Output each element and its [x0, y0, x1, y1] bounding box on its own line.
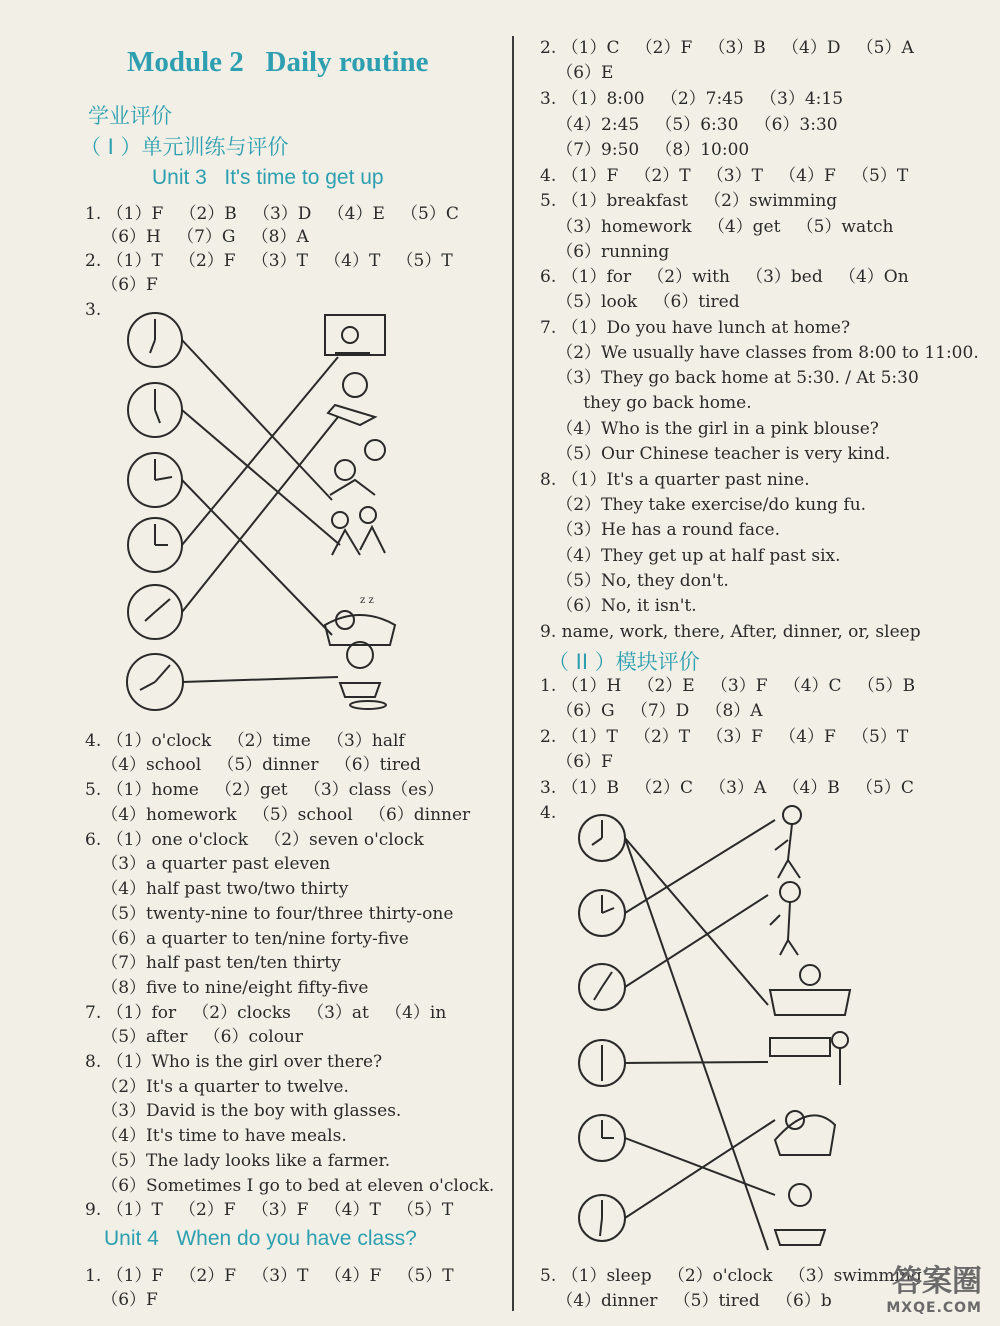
- answer-line: （6）F: [540, 752, 613, 772]
- answer-line: （5）The lady looks like a farmer.: [85, 1151, 391, 1171]
- clock-icon: [128, 313, 182, 367]
- answer-line: （2）They take exercise/do kung fu.: [540, 495, 867, 515]
- unit4-title: Unit 4 When do you have class?: [104, 1227, 417, 1250]
- child-in-bed-icon: [775, 1111, 835, 1155]
- children-playing-icon: [332, 507, 385, 555]
- answer-line: （6）a quarter to ten/nine forty-five: [85, 929, 409, 949]
- clock-icon: [579, 1195, 625, 1241]
- answer-line: 3. （1）8:00 （2）7:45 （3）4:15: [540, 89, 844, 109]
- answer-line: 6. （1）for （2）with （3）bed （4）On: [540, 267, 909, 287]
- module-title: Module 2 Daily routine: [127, 46, 429, 78]
- answer-line: （4）dinner （5）tired （6）b: [540, 1291, 832, 1311]
- clock-icon: [128, 518, 182, 572]
- answer-line: 8. （1）Who is the girl over there?: [85, 1052, 383, 1072]
- answer-line: （2）It's a quarter to twelve.: [85, 1077, 349, 1097]
- section-unit-training: （ I ）单元训练与评价: [80, 135, 289, 159]
- child-sleeping-icon: [325, 595, 395, 645]
- answer-line: （6）running: [540, 242, 670, 262]
- answer-line: （5）No, they don't.: [540, 571, 729, 591]
- answer-line: （6）H （7）G （8）A: [85, 227, 309, 247]
- answer-line: 3. （1）B （2）C （3）A （4）B （5）C: [540, 778, 914, 798]
- answer-line: （7）9:50 （8）10:00: [540, 140, 750, 160]
- answer-line: 7. （1）Do you have lunch at home?: [540, 318, 851, 338]
- answer-line: 2. （1）T （2）F （3）T （4）T （5）T: [85, 251, 453, 271]
- answer-line: 1. （1）F （2）B （3）D （4）E （5）C: [85, 204, 459, 224]
- answer-line: 6. （1）one o'clock （2）seven o'clock: [85, 830, 424, 850]
- answer-line: （8）five to nine/eight fifty-five: [85, 978, 369, 998]
- watermark-text: 答案圈: [892, 1264, 982, 1299]
- child-writing-icon: [328, 373, 375, 425]
- clock-icon: [579, 1040, 625, 1086]
- man-brushing-teeth-icon: [770, 882, 800, 955]
- answer-line: 2. （1）T （2）T （3）F （4）F （5）T: [540, 727, 909, 747]
- person-drawing-icon: [325, 315, 385, 355]
- answer-line: （4）half past two/two thirty: [85, 879, 349, 899]
- answer-line: （6）Sometimes I go to bed at eleven o'clock.: [85, 1176, 495, 1196]
- clock-icon: [579, 815, 625, 861]
- clock-icon: [579, 890, 625, 936]
- man-walking-icon: [775, 806, 801, 878]
- clock-icon: [127, 654, 183, 710]
- child-eating-icon: [340, 642, 386, 709]
- answer-line: （4）It's time to have meals.: [85, 1126, 347, 1146]
- answer-line: 9. name, work, there, After, dinner, or, sleep: [540, 622, 921, 642]
- column-divider: [512, 36, 514, 1311]
- answer-line: （4）homework （5）school （6）dinner: [85, 805, 471, 825]
- clock-icon: [579, 1115, 625, 1161]
- section-module-eval: （ II ）模块评价: [548, 650, 700, 674]
- answer-line: （6）No, it isn't.: [540, 596, 697, 616]
- answer-line: 4. （1）o'clock （2）time （3）half: [85, 731, 405, 751]
- section-assessment: 学业评价: [88, 104, 172, 128]
- clock-icon: [128, 585, 182, 639]
- answer-line: 8. （1）It's a quarter past nine.: [540, 470, 810, 490]
- answer-line: 1. （1）H （2）E （3）F （4）C （5）B: [540, 676, 916, 696]
- answer-line: 2. （1）C （2）F （3）B （4）D （5）A: [540, 38, 914, 58]
- matching-exercise-module: [570, 800, 870, 1260]
- watermark: [886, 1256, 982, 1316]
- watermark-url: MXQE.COM: [886, 1300, 982, 1316]
- clock-icon: [128, 453, 182, 507]
- answer-line: （2）We usually have classes from 8:00 to 11:00.: [540, 343, 979, 363]
- answer-line: 4.: [540, 803, 557, 823]
- answer-line: （5）look （6）tired: [540, 292, 740, 312]
- answer-line: （3）a quarter past eleven: [85, 854, 331, 874]
- clock-icon: [579, 964, 625, 1010]
- answer-line: （3）They go back home at 5:30. / At 5:30: [540, 368, 919, 388]
- girl-waking-icon: [770, 965, 850, 1015]
- clock-icon: [128, 383, 182, 437]
- answer-line: （4）school （5）dinner （6）tired: [85, 755, 421, 775]
- answer-line: （5）twenty-nine to four/three thirty-one: [85, 904, 454, 924]
- answer-line: 7. （1）for （2）clocks （3）at （4）in: [85, 1003, 447, 1023]
- answer-line: （6）G （7）D （8）A: [540, 701, 763, 721]
- answer-line: 4. （1）F （2）T （3）T （4）F （5）T: [540, 166, 909, 186]
- answer-line: they go back home.: [540, 393, 752, 413]
- answer-line: （3）He has a round face.: [540, 520, 781, 540]
- answer-line: （6）E: [540, 63, 614, 83]
- boy-eating-icon: [775, 1184, 825, 1245]
- answer-line: （3）David is the boy with glasses.: [85, 1101, 402, 1121]
- answer-line: 5. （1）breakfast （2）swimming: [540, 191, 838, 211]
- child-in-sun-icon: [330, 440, 385, 495]
- answer-line: （7）half past ten/ten thirty: [85, 953, 341, 973]
- answer-line: 1. （1）F （2）F （3）T （4）F （5）T: [85, 1266, 454, 1286]
- answer-line: （4）Who is the girl in a pink blouse?: [540, 419, 879, 439]
- answer-line: （6）F: [85, 1290, 158, 1310]
- answer-line: （4）They get up at half past six.: [540, 546, 841, 566]
- answer-line: （5）Our Chinese teacher is very kind.: [540, 444, 891, 464]
- answer-line: 5. （1）sleep （2）o'clock （3）swimming: [540, 1266, 922, 1286]
- woman-at-desk-icon: [770, 1032, 848, 1085]
- answer-line: （5）after （6）colour: [85, 1027, 304, 1047]
- answer-line: 5. （1）home （2）get （3）class（es）: [85, 780, 444, 800]
- matching-exercise-unit3: [110, 305, 410, 720]
- answer-line: （4）2:45 （5）6:30 （6）3:30: [540, 115, 838, 135]
- svg-text:z z: z z: [360, 595, 374, 606]
- answer-line: （6）F: [85, 275, 158, 295]
- answer-line: 3.: [85, 300, 102, 320]
- answer-line: 9. （1）T （2）F （3）F （4）T （5）T: [85, 1200, 454, 1220]
- answer-line: （3）homework （4）get （5）watch: [540, 217, 894, 237]
- unit3-title: Unit 3 It's time to get up: [152, 166, 384, 189]
